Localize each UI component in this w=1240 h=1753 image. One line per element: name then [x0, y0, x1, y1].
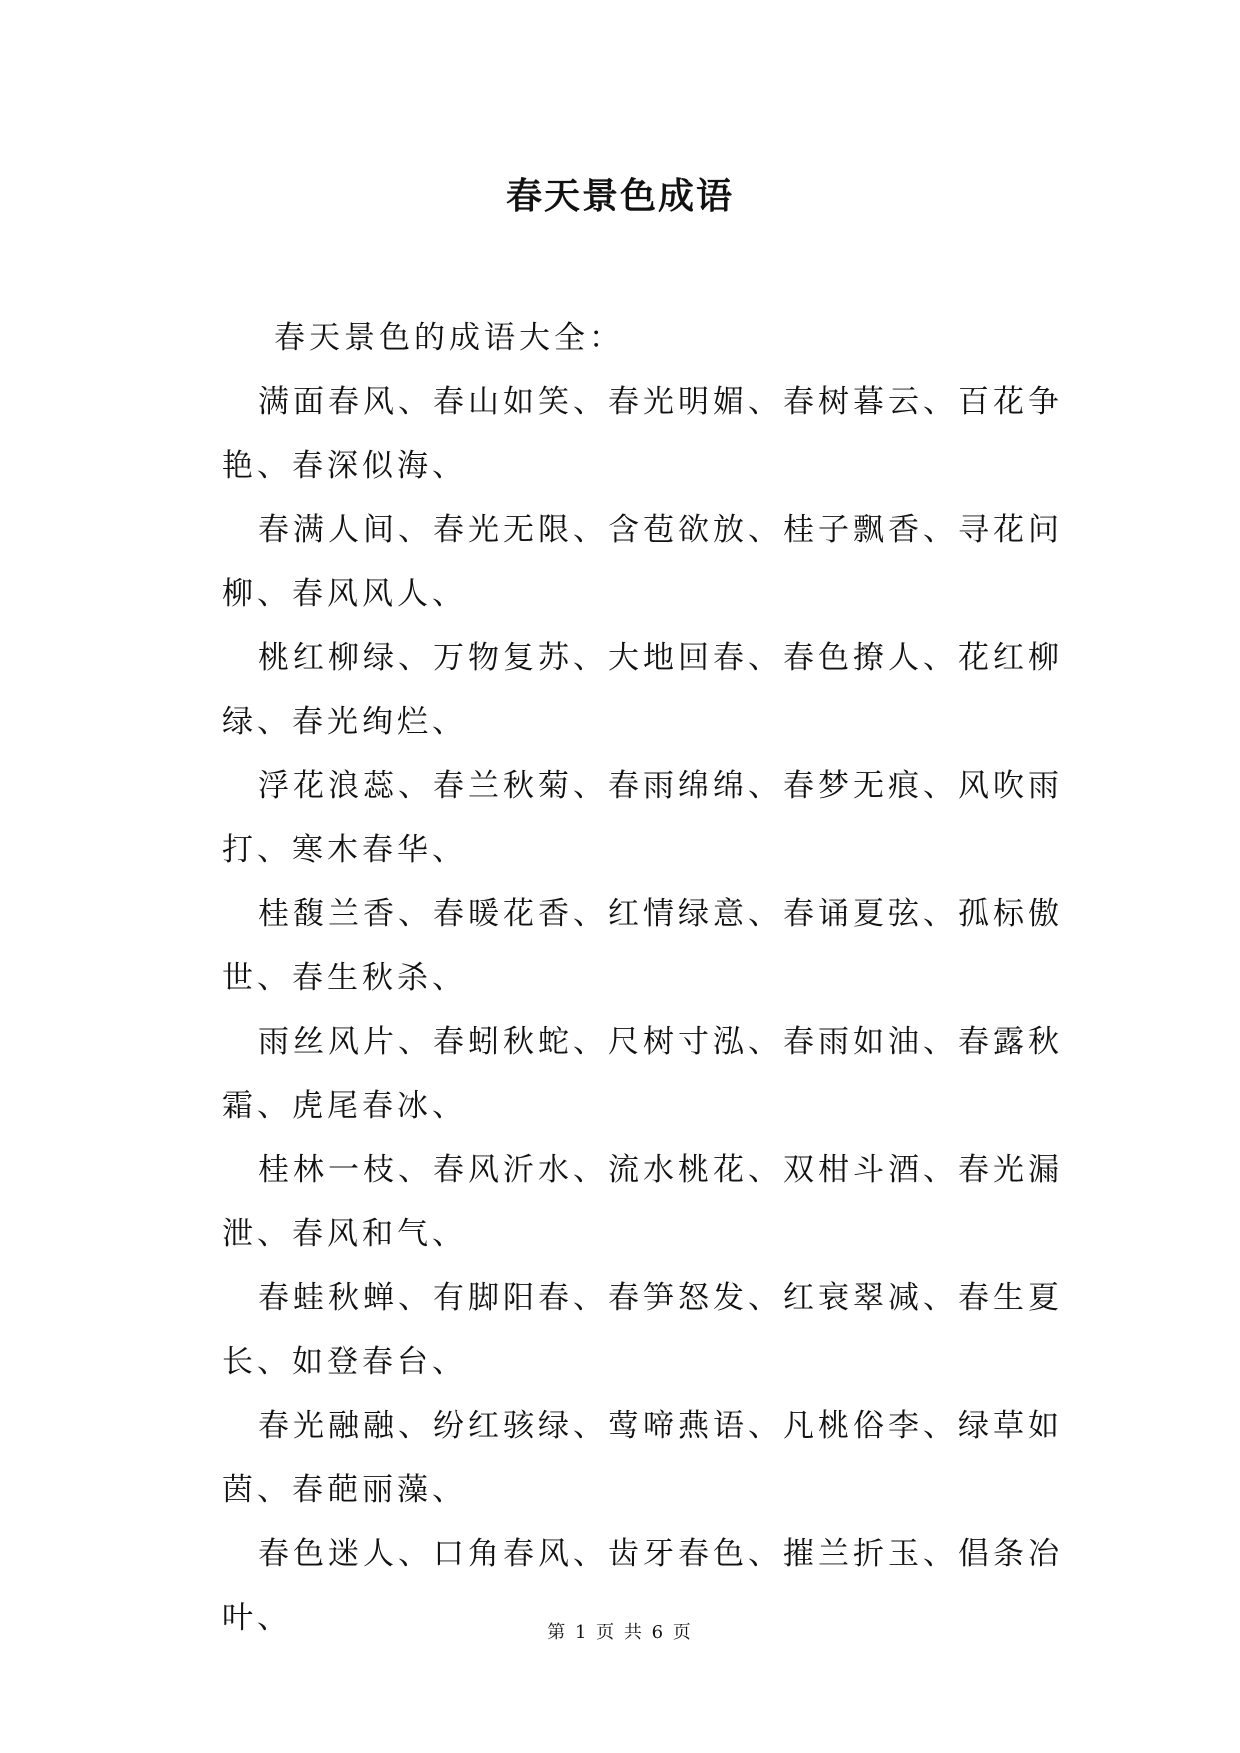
idiom-paragraph: 春蛙秋蝉、有脚阳春、春笋怒发、红衰翠减、春生夏长、如登春台、 — [222, 1280, 1063, 1380]
idiom-paragraph: 春满人间、春光无限、含苞欲放、桂子飘香、寻花问柳、春风风人、 — [222, 512, 1063, 612]
idiom-paragraph: 满面春风、春山如笑、春光明媚、春树暮云、百花争艳、春深似海、 — [222, 384, 1063, 484]
idiom-paragraph: 浮花浪蕊、春兰秋菊、春雨绵绵、春梦无痕、风吹雨打、寒木春华、 — [222, 768, 1063, 868]
idiom-paragraph: 雨丝风片、春蚓秋蛇、尺树寸泓、春雨如油、春露秋霜、虎尾春冰、 — [222, 1024, 1063, 1124]
idiom-paragraph: 春色迷人、口角春风、齿牙春色、摧兰折玉、倡条冶叶、 — [222, 1536, 1063, 1636]
document-title: 春天景色成语 — [505, 175, 734, 217]
idiom-paragraph: 桂林一枝、春风沂水、流水桃花、双柑斗酒、春光漏泄、春风和气、 — [222, 1152, 1063, 1252]
intro-paragraph: 春天景色的成语大全： — [274, 320, 624, 356]
document-body — [222, 306, 1082, 1650]
page-number-footer: 第 1 页 共 6 页 — [547, 1622, 693, 1643]
idiom-paragraph: 桃红柳绿、万物复苏、大地回春、春色撩人、花红柳绿、春光绚烂、 — [222, 640, 1063, 740]
idiom-paragraph: 春光融融、纷红骇绿、莺啼燕语、凡桃俗李、绿草如茵、春葩丽藻、 — [222, 1408, 1063, 1508]
idiom-paragraph: 桂馥兰香、春暖花香、红情绿意、春诵夏弦、孤标傲世、春生秋杀、 — [222, 896, 1063, 996]
